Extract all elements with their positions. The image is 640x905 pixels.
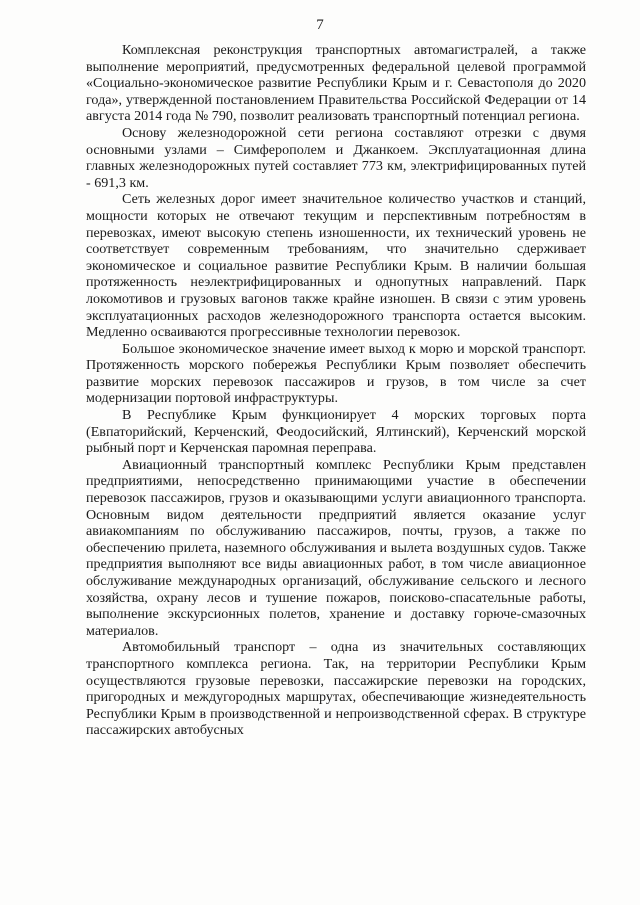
document-body <box>86 42 586 739</box>
paragraph-railway-condition: Сеть железных дорог имеет значительное количество участков и станций, мощности которых не отвечают текущим и перспективным потребностям в перевозках, имеют высокую степень изношенности, их технический уровень не соответствует современным требованиям, что значительно сдерживает экономическое и социальное развитие Республики Крым. В наличии большая протяженность неэлектрифицированных и однопутных направлений. Парк локомотивов и грузовых вагонов также крайне изношен. В связи с этим уровень эксплуатационных расходов железнодорожного транспорта остается высоким. Медленно осваиваются прогрессивные технологии перевозок. <box>86 191 586 341</box>
paragraph-railway-network: Основу железнодорожной сети региона составляют отрезки с двумя основными узлами – Симферополем и Джанкоем. Эксплуатационная длина главных железнодорожных путей составляет 773 км, электрифицированных путей - 691,3 км. <box>86 124 586 191</box>
paragraph-road-transport: Автомобильный транспорт – одна из значительных составляющих транспортного комплекса региона. Так, на территории Республики Крым осуществляются грузовые перевозки, пассажирские перевозки на городских, пригородных и междугородных маршрутах, обеспечивающие жизнедеятельность Республики Крым в производственной и непроизводственной сферах. В структуре пассажирских автобусных <box>86 639 586 739</box>
paragraph-sea-ports: В Республике Крым функционирует 4 морских торговых порта (Евпаторийский, Керченский, Феодосийский, Ялтинский), Керченский морской рыбный порт и Керченская паромная переправа. <box>86 407 586 457</box>
paragraph-aviation: Авиационный транспортный комплекс Республики Крым представлен предприятиями, непосредственно принимающими участие в обеспечении перевозок пассажиров, грузов и оказывающими услуги авиационного транспорта. Основным видом деятельности предприятий является оказание услуг авиакомпаниям по обслуживанию пассажиров, почты, грузов, а также по обеспечению прилета, наземного обслуживания и вылета воздушных судов. Также предприятия выполняют все виды авиационных работ, в том числе авиационное обслуживание международных организаций, обслуживание сельского и лесного хозяйства, охрану лесов и тушение пожаров, поисково-спасательные работы, выполнение экскурсионных полетов, хранение и доставку горюче-смазочных материалов. <box>86 456 586 639</box>
paragraph-sea-transport: Большое экономическое значение имеет выход к морю и морской транспорт. Протяженность морского побережья Республики Крым позволяет обеспечить развитие морских перевозок пассажиров и грузов, в том числе за счет модернизации портовой инфраструктуры. <box>86 340 586 407</box>
paragraph-road-reconstruction: Комплексная реконструкция транспортных автомагистралей, а также выполнение мероприятий, предусмотренных федеральной целевой программой «Социально-экономическое развитие Республики Крым и г. Севастополя до 2020 года», утвержденной постановлением Правительства Российской Федерации от 14 августа 2014 года № 790, позволит реализовать транспортный потенциал региона. <box>86 42 586 125</box>
page-number: 7 <box>316 17 324 33</box>
